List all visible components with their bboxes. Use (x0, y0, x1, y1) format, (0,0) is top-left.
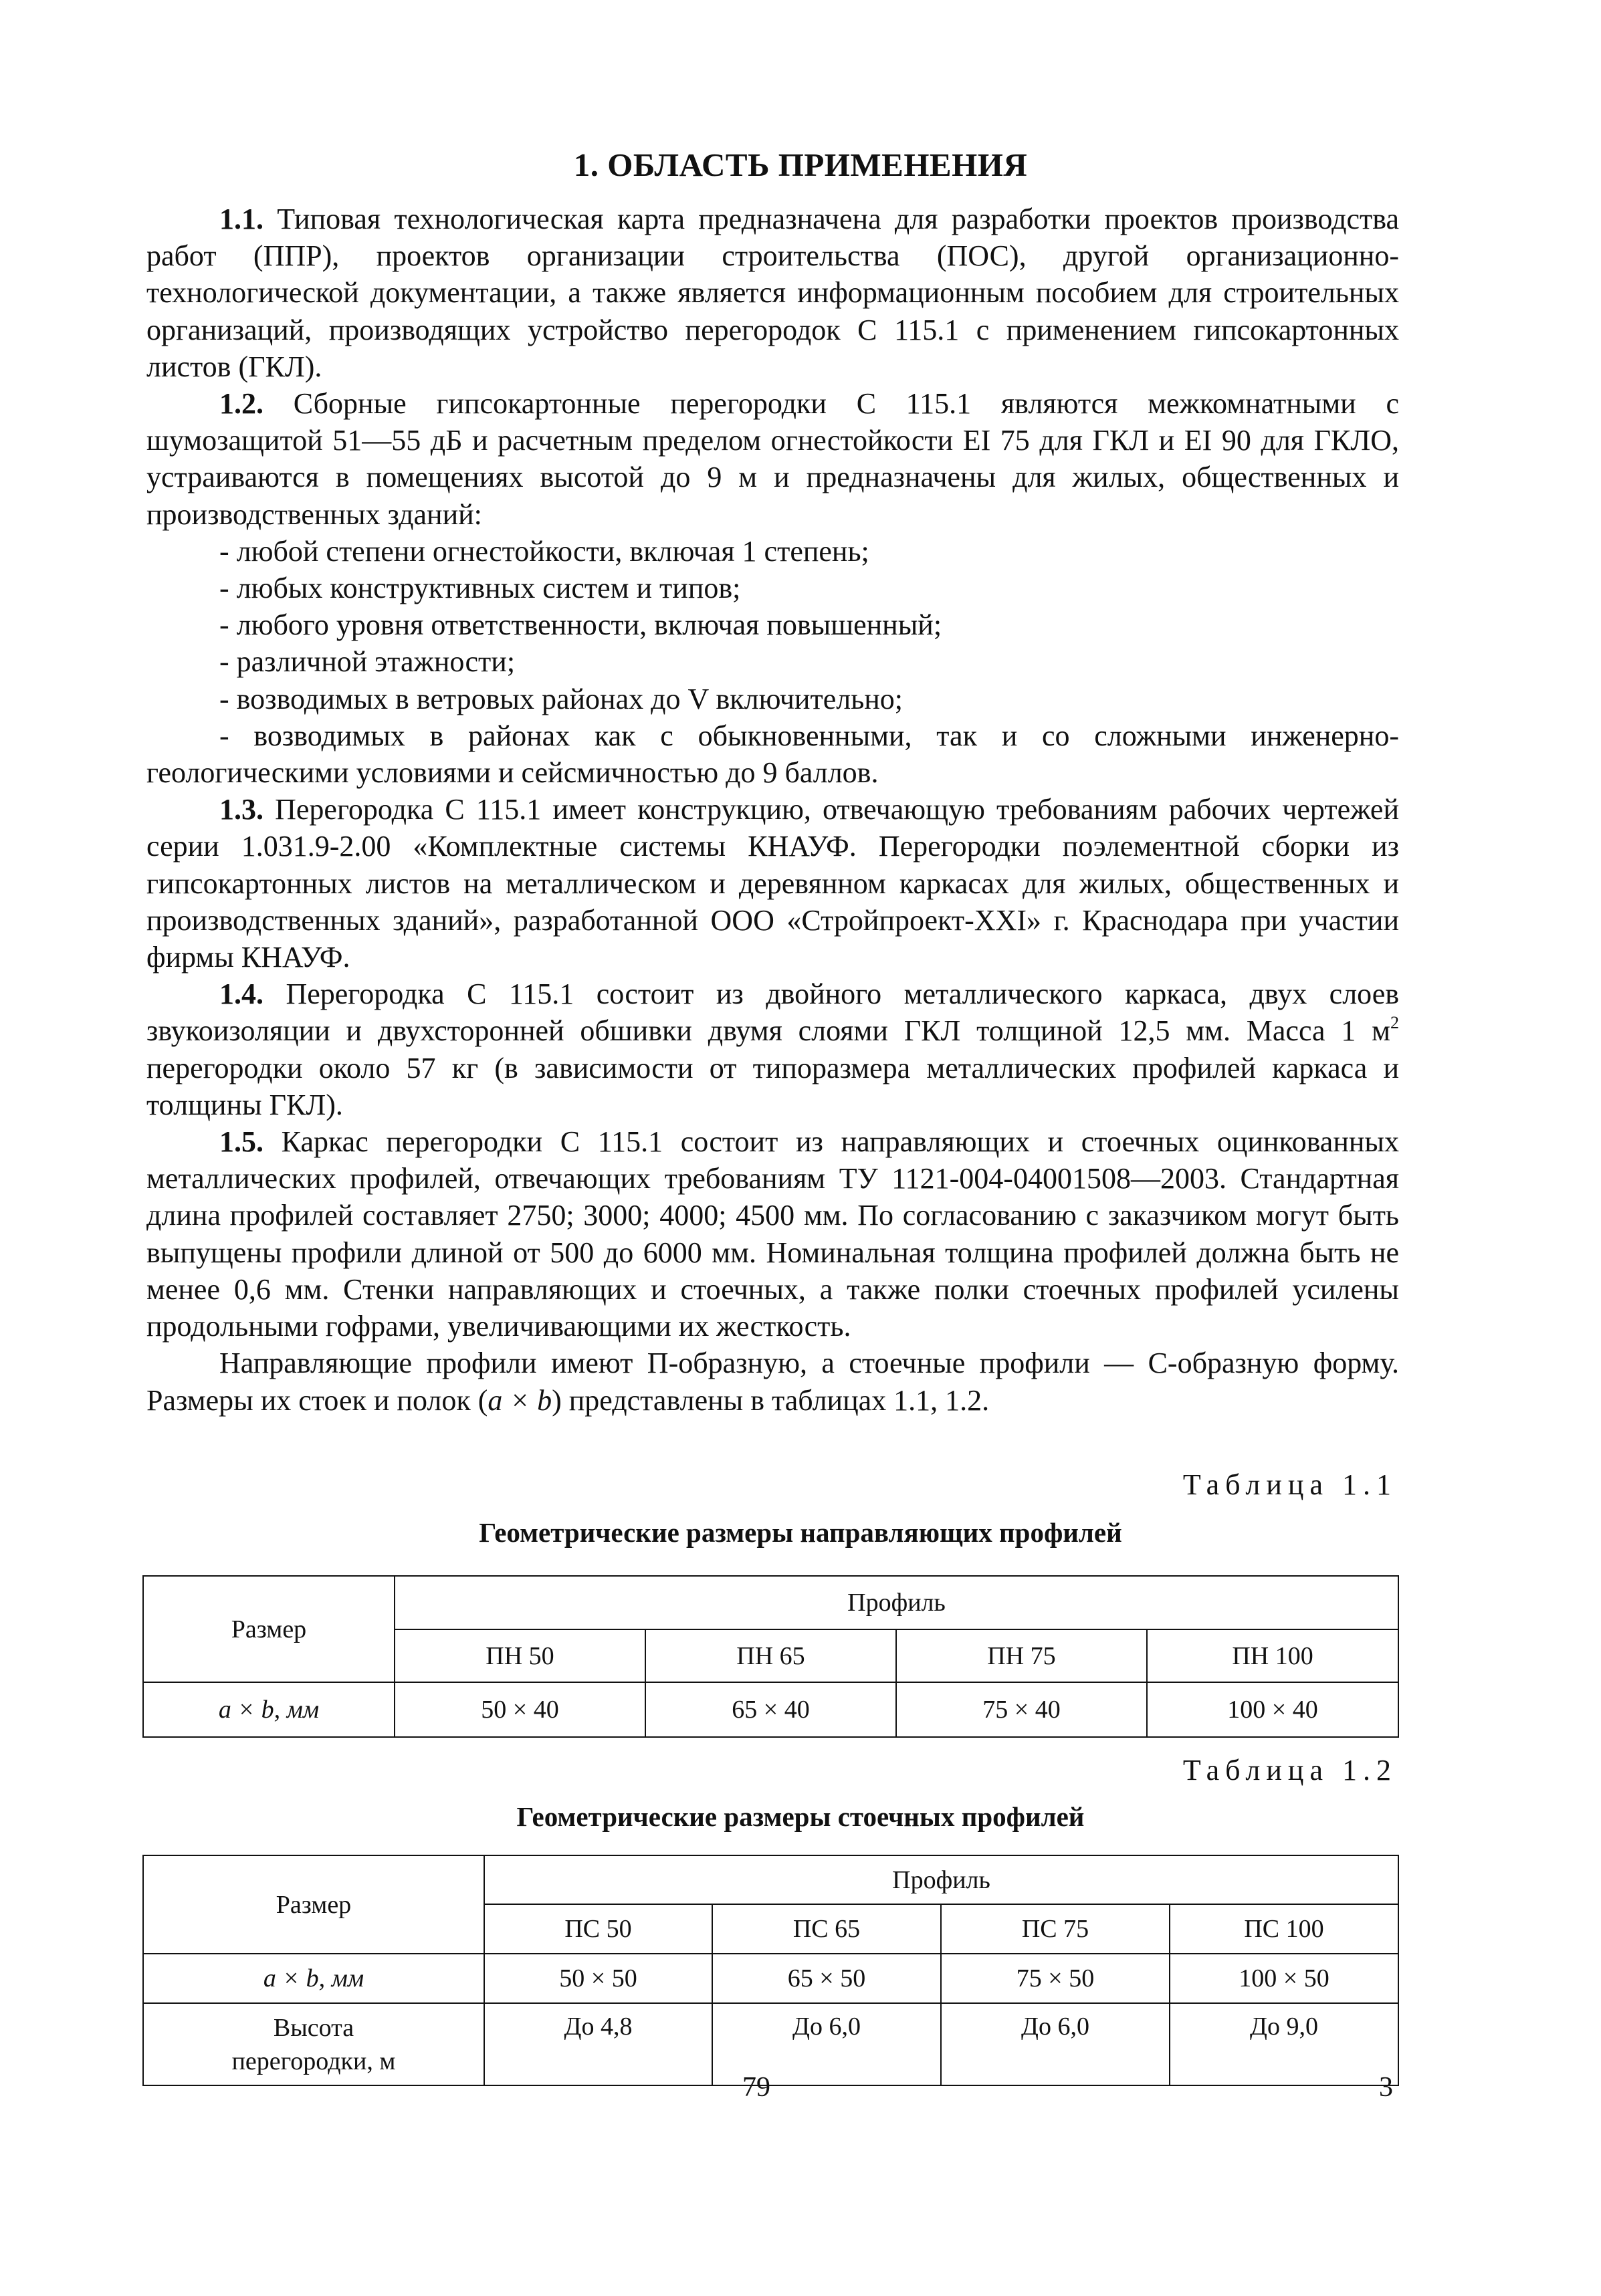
paragraph-1-1 (146, 201, 1399, 385)
page-number-right: 3 (1379, 2072, 1393, 2103)
paragraph-text: Каркас перегородки С 115.1 состоит из направляющих и стоечных оцинкованных металлических профилей, отвечающих требованиям ТУ 1121-004-04001508—2003. Стандартная длина профилей составляет 2750; 3000; 4000; 4500 мм. По согласованию с заказчиком могут быть выпущены профили длиной от 500 до 6000 мм. Номинальная толщина профилей должна быть не менее 0,6 мм. Стенки направляющих и стоечных, а также полки стоечных профилей усилены продольными гофрами, увеличивающими их жесткость. (146, 1125, 1399, 1343)
column-header-cell: ПС 100 (1170, 1904, 1398, 1954)
table-cell: 65 × 40 (645, 1682, 896, 1737)
table-1-2-title: Геометрические размеры стоечных профилей (516, 1801, 1085, 1832)
paragraph-text: Направляющие профили имеют П-образную, а стоечные профили — С-образную форму. Размеры их стоек и полок ( (146, 1347, 1399, 1417)
table-1-2 (142, 1855, 1399, 2086)
table-row (143, 1576, 1398, 1629)
column-header-cell: ПС 65 (712, 1904, 941, 1954)
paragraph-number: 1.3. (219, 793, 263, 826)
list-item: - любого уровня ответственности, включая повышенный; (219, 608, 942, 642)
table-cell: 100 × 50 (1170, 1954, 1398, 2003)
paragraph-1-4 (146, 975, 1399, 1123)
paragraph-text: Сборные гипсокартонные перегородки С 115.1 являются межкомнатными с шумозащитой 51—55 дБ и расчетным пределом огнестойкости EI 75 для ГКЛ и EI 90 для ГКЛО, устраиваются в помещениях высотой до 9 м и предназначены для жилых, общественных и производственных зданий: (146, 387, 1399, 531)
table-row (143, 1954, 1398, 2003)
paragraph-number: 1.1. (219, 203, 263, 235)
column-header-cell: ПС 50 (484, 1904, 712, 1954)
paragraph-text: Перегородка С 115.1 имеет конструкцию, отвечающую требованиям рабочих чертежей серии 1.031.9-2.00 «Комплектные системы КНАУФ. Перегородки поэлементной сборки из гипсокартонных листов на металлическом и деревянном каркасах для жилых, общественных и производственных зданий», разработанной ООО «Стройпроект-XXI» г. Краснодара при участии фирмы КНАУФ. (146, 793, 1399, 974)
column-header-cell: ПН 75 (896, 1629, 1147, 1682)
paragraph-number: 1.2. (219, 387, 263, 421)
table-row (143, 1855, 1398, 1904)
table-cell: 75 × 50 (941, 1954, 1170, 2003)
table-cell: 100 × 40 (1147, 1682, 1398, 1737)
table-cell: 50 × 50 (484, 1954, 712, 2003)
list-item: - возводимых в районах как с обыкновенными, так и со сложными инженерно-геологическими условиями и сейсмичностью до 9 баллов. (146, 719, 1399, 790)
paragraph-1-3 (146, 791, 1399, 975)
paragraph-1-5-continued (146, 1345, 1399, 1418)
list-item: - любых конструктивных систем и типов; (219, 572, 741, 605)
list-item: - различной этажности; (219, 645, 516, 679)
table-row (143, 1682, 1398, 1737)
row-header-cell: Размер (143, 1576, 395, 1682)
table-cell: До 4,8 (484, 2003, 712, 2085)
paragraph-text: ) представлены в таблицах 1.1, 1.2. (552, 1383, 990, 1417)
paragraph-text: Перегородка С 115.1 состоит из двойного металлического каркаса, двух слоев звукоизоляции и двухсторонней обшивки двумя слоями ГКЛ толщиной 12,5 мм. Масса 1 м (146, 978, 1399, 1048)
paragraph-number: 1.4. (219, 978, 263, 1011)
table-row (143, 2003, 1398, 2085)
table-1-1-title: Геометрические размеры направляющих профилей (479, 1517, 1122, 1548)
table-cell: До 6,0 (712, 2003, 941, 2085)
table-1-1 (142, 1575, 1399, 1738)
group-header-cell: Профиль (484, 1855, 1398, 1904)
page-number-center: 79 (742, 2072, 770, 2103)
paragraph-text: перегородки около 57 кг (в зависимости от типоразмера металлических профилей каркаса и толщины ГКЛ). (146, 1051, 1399, 1121)
body-text (146, 201, 1399, 1419)
table-cell: 75 × 40 (896, 1682, 1147, 1737)
column-header-cell: ПН 65 (645, 1629, 896, 1682)
paragraph-number: 1.5. (219, 1125, 263, 1159)
paragraph-text: Типовая технологическая карта предназначена для разработки проектов производства работ (ППР), проектов организации строительства (ПОС), другой организационно-технологической документации, а также является информационным пособием для строительных организаций, производящих устройство перегородок С 115.1 с применением гипсокартонных листов (ГКЛ). (146, 203, 1399, 383)
section-heading: 1. ОБЛАСТЬ ПРИМЕНЕНИЯ (573, 146, 1028, 183)
row-label-text: a × b, мм (263, 1964, 364, 1992)
list-item: - возводимых в ветровых районах до V включительно; (219, 682, 903, 715)
group-header-cell: Профиль (395, 1576, 1398, 1629)
row-label-cell (143, 1954, 484, 2003)
table-1-1-caption: Таблица 1.1 (1182, 1468, 1397, 1501)
row-label-text: a × b, мм (218, 1696, 320, 1724)
column-header-cell: ПС 75 (941, 1904, 1170, 1954)
column-header-cell: ПН 50 (395, 1629, 645, 1682)
list-item: - любой степени огнестойкости, включая 1 степень; (219, 534, 869, 568)
row-label-cell (143, 1682, 395, 1737)
row-label-text: Высота перегородки, м (231, 2013, 396, 2075)
table-cell: 65 × 50 (712, 1954, 941, 2003)
superscript: 2 (1390, 1013, 1399, 1033)
table-cell: 50 × 40 (395, 1682, 645, 1737)
column-header-cell: ПН 100 (1147, 1629, 1398, 1682)
variable-text: a × b (488, 1383, 552, 1417)
paragraph-1-2 (146, 385, 1399, 533)
row-header-cell: Размер (143, 1855, 484, 1954)
table-1-2-caption: Таблица 1.2 (1182, 1754, 1397, 1787)
table-cell: До 9,0 (1170, 2003, 1398, 2085)
row-label-cell (143, 2003, 484, 2085)
table-cell: До 6,0 (941, 2003, 1170, 2085)
paragraph-1-5 (146, 1123, 1399, 1345)
